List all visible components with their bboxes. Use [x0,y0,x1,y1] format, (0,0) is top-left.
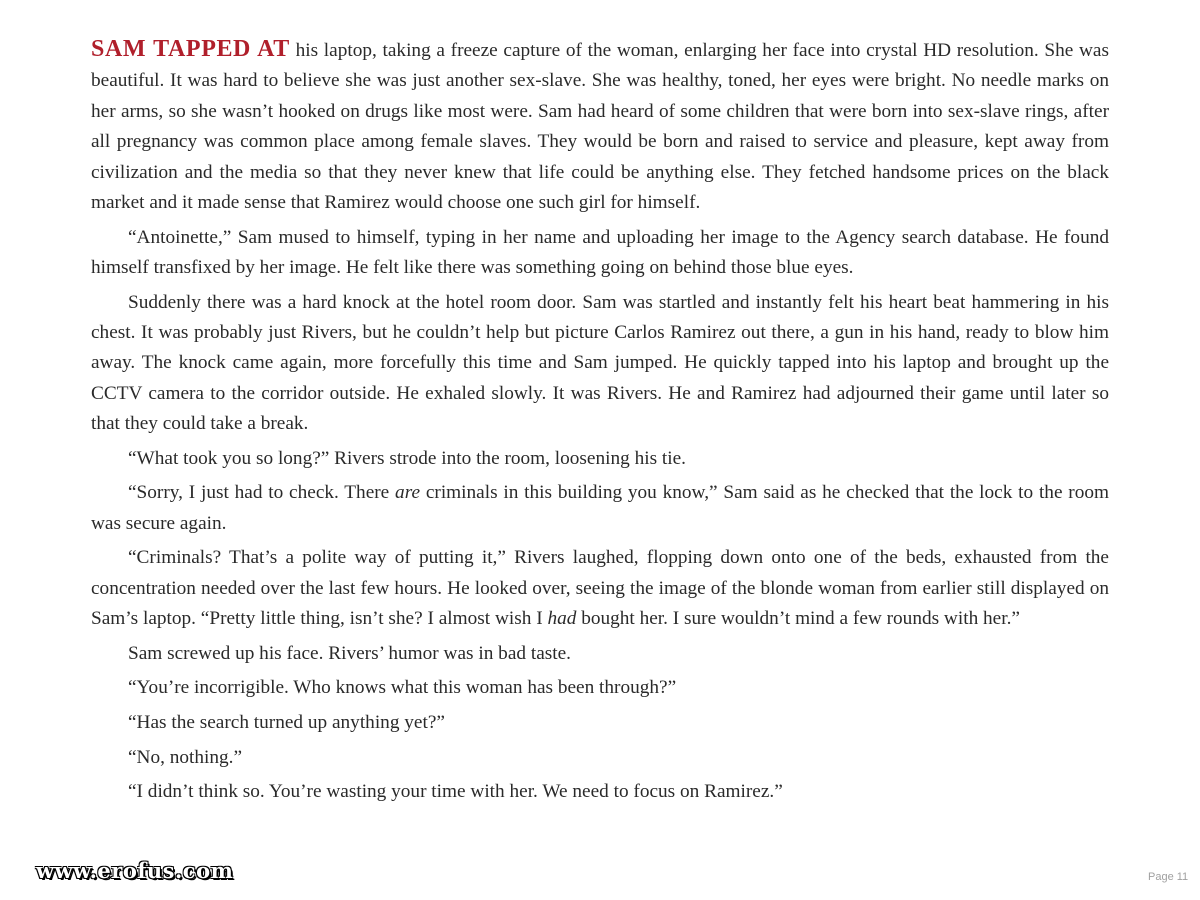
paragraph-8: “You’re incorrigible. Who knows what this woman has been through?” [128,677,677,699]
paragraph-11: “I didn’t think so. You’re wasting your time with her. We need to focus on Ramirez.” [128,781,783,803]
paragraph-3: Suddenly there was a hard knock at the hotel room door. Sam was startled and instantly felt his heart beat hammering in his chest. It was probably just Rivers, but he couldn’t help but picture Carlos Ramirez out there, a gun in his hand, ready to blow him away. The knock came again, more forcefully this time and Sam jumped. He quickly tapped into his laptop and brought up the CCTV camera to the corridor outside. He exhaled slowly. It was Rivers. He and Ramirez had adjourned their game until later so that they could take a break. [91,291,1109,435]
paragraph-6-emphasis: had [547,608,577,630]
paragraph-6-part-b: bought her. I sure wouldn’t mind a few rounds with her.” [576,608,1020,630]
paragraph-4: “What took you so long?” Rivers strode into the room, loosening his tie. [128,447,686,469]
paragraph-7: Sam screwed up his face. Rivers’ humor was in bad taste. [128,642,571,664]
paragraph-10: “No, nothing.” [128,746,243,768]
paragraph-2: “Antoinette,” Sam mused to himself, typing in her name and uploading her image to the Agency search database. He found himself transfixed by her image. He felt like there was something going on behind those blue eyes. [91,226,1109,279]
page-body-text [91,34,1109,812]
paragraph-6 [91,543,1109,634]
site-watermark: www.erofus.com [36,858,234,883]
paragraph-5-part-a: “Sorry, I just had to check. There [128,482,396,504]
paragraph-9: “Has the search turned up anything yet?” [128,712,445,734]
paragraph-5-part-b: criminals in this building you know,” Sam said as he checked that the lock to the room was secure again. [91,482,1110,534]
paragraph-5 [91,478,1109,539]
paragraph-opening [91,34,1109,218]
paragraph-6-part-a: “Criminals? That’s a polite way of putting it,” Rivers laughed, flopping down onto one of the beds, exhausted from the concentration needed over the last few hours. He looked over, seeing the image of the blonde woman from earlier still displayed on Sam’s laptop. “Pretty little thing, isn’t she? I almost wish I [91,547,1109,630]
paragraph-5-emphasis: are [395,482,421,504]
opening-small-caps-lead: SAM TAPPED AT [91,36,290,62]
paragraph-opening-text: his laptop, taking a freeze capture of the woman, enlarging her face into crystal HD resolution. She was beautiful. It was hard to believe she was just another sex-slave. She was healthy, toned, her eyes were bright. No needle marks on her arms, so she wasn’t hooked on drugs like most were. Sam had heard of some children that were born into sex-slave rings, after all pregnancy was common place among female slaves. They would be born and raised to service and pleasure, kept away from civilization and the media so that they never knew that life could be anything else. They fetched handsome prices on the black market and it made sense that Ramirez would choose one such girl for himself. [91,40,1109,214]
page-number: Page 11 [1148,871,1189,883]
